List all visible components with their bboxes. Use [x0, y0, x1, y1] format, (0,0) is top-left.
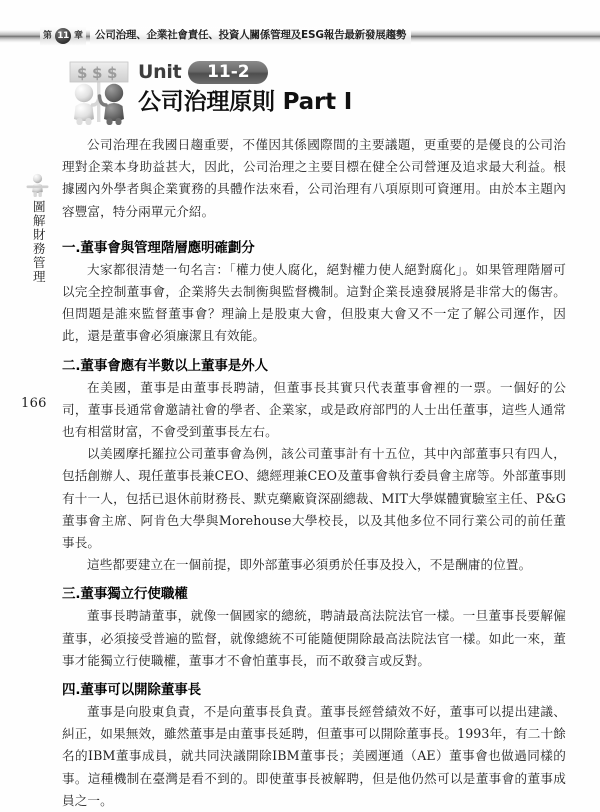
- page-number: 166: [21, 396, 47, 411]
- unit-label: Unit: [138, 60, 182, 83]
- section-4-paragraph-1: 董事是向股東負責，不是向董事長負責。董事長經營績效不好，董事可以提出建議、糾正，如果無效，雖然董事是由董事長延聘，但董事可以開除董事長。1993年，有二十餘名的IBM董事成員，就共同決議開除IBM董事長；美國運通（AE）董事會也做過同樣的事。這種機制在臺灣是看不到的。即使董事長被解聘，但是他仍然可以是董事會的董事成員之一。: [62, 704, 566, 808]
- chapter-suffix-label: 章: [74, 30, 84, 41]
- running-head-content: [40, 24, 411, 48]
- unit-number-line: [138, 58, 518, 86]
- chapter-marker: [40, 26, 86, 46]
- unit-title-group: [138, 58, 518, 115]
- book-title-vertical: 圖解財務管理: [31, 200, 47, 284]
- section-2-paragraph-1: 在美國，董事是由董事長聘請，但董事長其實只代表董事會裡的一票。一個好的公司，董事長通常會邀請社會的學者、企業家，或是政府部門的人士出任董事，這些人通常也有相當財富，不會受到董事長左右。: [62, 379, 566, 440]
- section-heading-3: 三.董事獨立行使職權: [62, 586, 188, 603]
- spacer: [62, 223, 566, 230]
- chapter-prefix-label: 第: [43, 30, 53, 41]
- section-1-paragraph-1: 大家都很清楚一句名言：「權力使人腐化，絕對權力使人絕對腐化」。如果管理階層可以完全控制董事會，企業將失去制衡與監督機制。這對企業長遠發展將是非常大的傷害。但問題是誰來監督董事會？理論上是股東大會，但股東大會又不一定了解公司運作，因此，還是董事會必須廉潔且有效能。: [62, 261, 566, 344]
- section-3-paragraph-1: 董事長聘請董事，就像一個國家的總統，聘請最高法院法官一樣。一旦董事長要解僱董事，必須接受普遍的監督，就像總統不可能隨便開除最高法院法官一樣。如此一來，董事才能獨立行使職權，董事才不會怕董事長，而不敢發言或反對。: [62, 608, 566, 668]
- section-2-paragraph-3: 這些都要建立在一個前提，即外部董事必須勇於任事及投入，不是酬庸的位置。: [87, 557, 532, 573]
- unit-number-badge: 11-2: [188, 61, 268, 84]
- section-heading-4: 四.董事可以開除董事長: [62, 682, 202, 699]
- body-column: [62, 134, 566, 812]
- side-tab: [20, 172, 56, 302]
- svg-text:$: $: [92, 64, 103, 82]
- unit-heading-block: [62, 58, 522, 128]
- two-people-holding-dollar-sign-icon: [62, 60, 136, 126]
- svg-text:$: $: [77, 64, 88, 82]
- svg-text:$: $: [107, 64, 118, 82]
- section-heading-2: 二.董事會應有半數以上董事是外人: [62, 357, 269, 374]
- chapter-number-badge: 11: [55, 28, 71, 44]
- section-2-paragraph-2: 以美國摩托羅拉公司董事會為例，該公司董事計有十五位，其中內部董事只有四人，包括創辦人、現任董事長兼CEO、總經理兼CEO及董事會執行委員會主席等。外部董事則有十一人，包括已退休前財務長、默克藥廠資深副總裁、MIT大學媒體實驗室主任、P&G董事會主席、阿肯色大學與Morehouse大學校長，以及其他多位不同行業公司的前任董事長。: [62, 446, 566, 551]
- running-head: [0, 24, 600, 48]
- section-heading-1: 一.董事會與管理階層應明確劃分: [62, 239, 255, 256]
- chapter-title: 公司治理、企業社會責任、投資人關係管理及ESG報告最新發展趨勢: [90, 27, 411, 45]
- unit-title: 公司治理原則 Part I: [138, 89, 353, 115]
- intro-paragraph: 公司治理在我國日趨重要，不僅因其係國際間的主要議題，更重要的是優良的公司治理對企業本身助益甚大，因此，公司治理之主要目標在健全公司營運及追求最大利益。根據國內外學者與企業實務的具體作法來看，公司治理有八項原則可資運用。由於本主題內容豐富，特分兩單元介紹。: [62, 137, 566, 219]
- person-3d-icon: [25, 172, 51, 198]
